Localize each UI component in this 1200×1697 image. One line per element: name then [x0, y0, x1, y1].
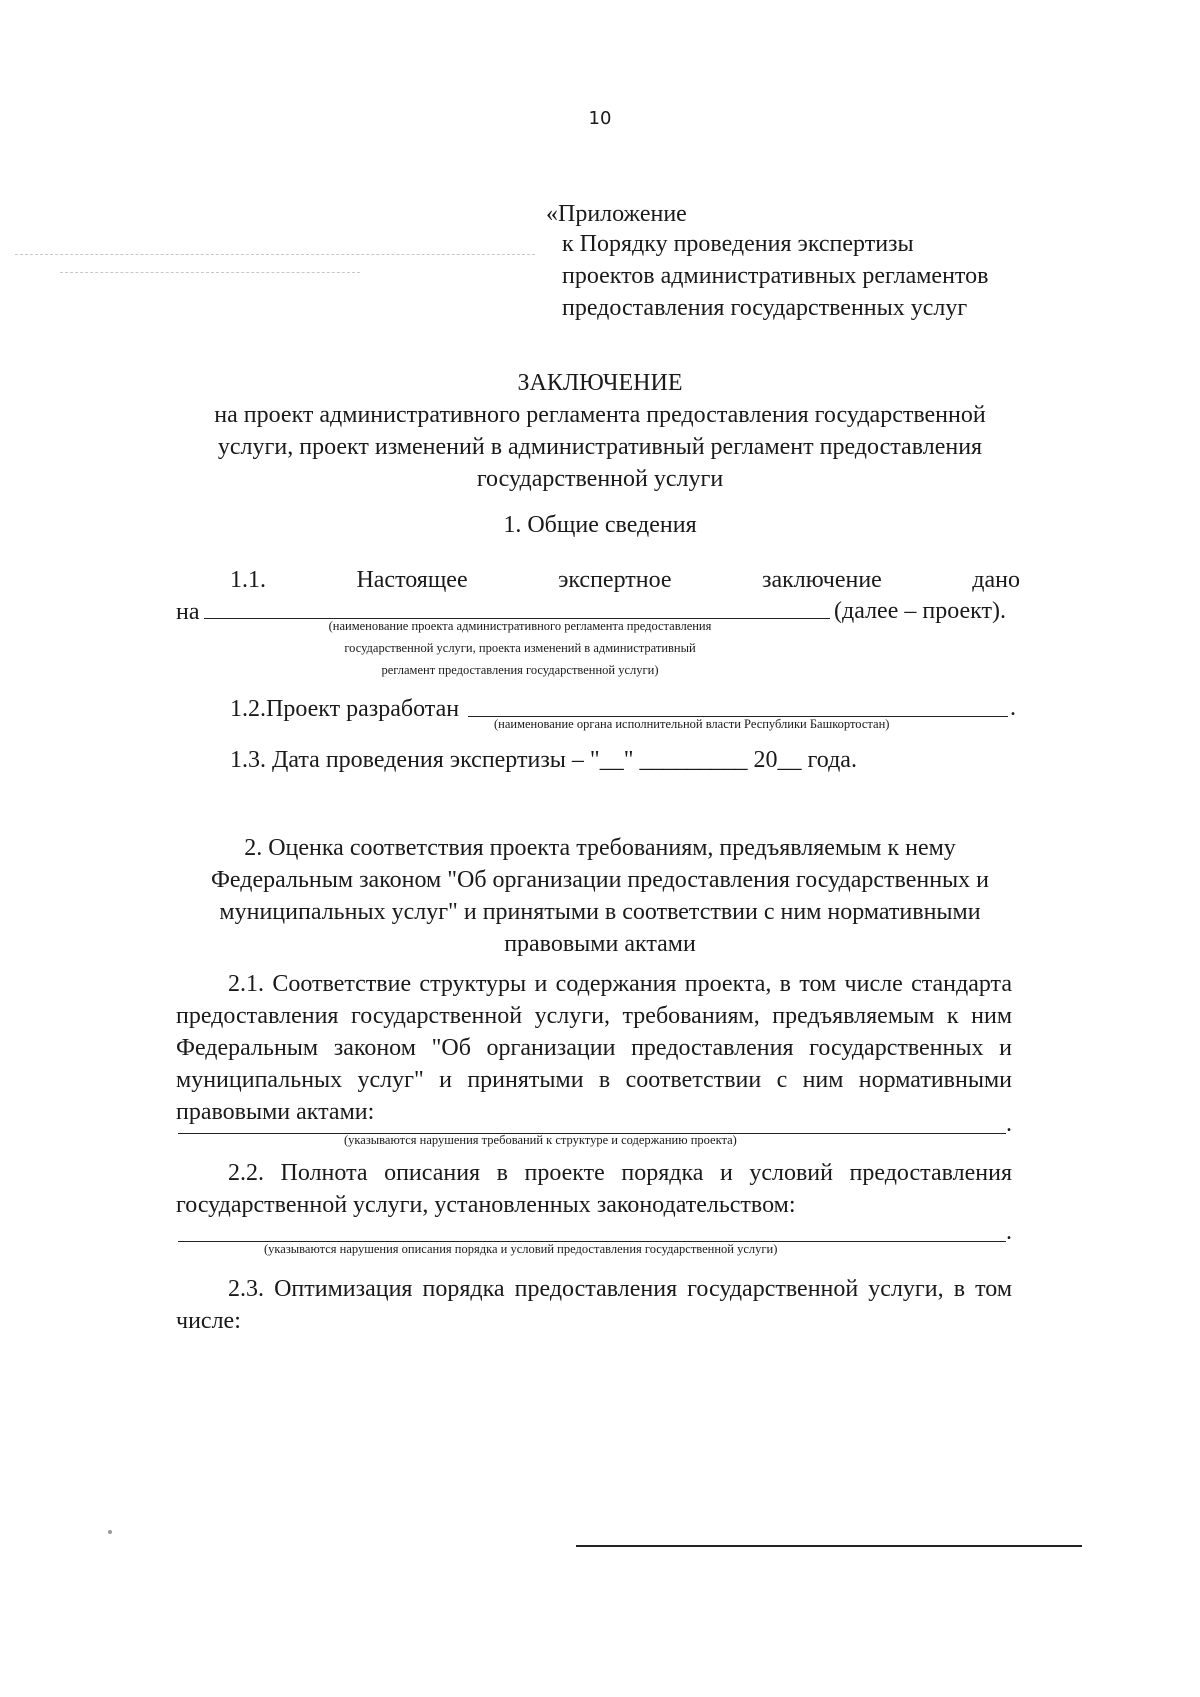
item-1-1-prefix: на [176, 599, 200, 625]
item-2-1-line: Федеральным законом "Об организации предоставления государственных и [176, 1035, 1012, 1061]
appendix-line: предоставления государственных услуг [562, 295, 968, 321]
item-1-1-suffix: (далее – проект). [834, 598, 1006, 624]
section2-title [170, 832, 1030, 960]
appendix-block [546, 198, 1066, 230]
caption-line: (наименование проекта административного регламента предоставления [328, 619, 712, 633]
item-2-3-line: числе: [176, 1308, 241, 1334]
item-1-1-word: заключение [761, 567, 882, 593]
scan-speck [108, 1530, 112, 1534]
item-2-2-caption: (указываются нарушения описания порядка и условий предоставления государственной услуги) [264, 1242, 778, 1256]
caption-line: регламент предоставления государственной услуги) [381, 663, 659, 677]
item-1-2-caption: (наименование органа исполнительной власти Республики Башкортостан) [494, 717, 890, 731]
item-2-2-end: . [1006, 1219, 1012, 1245]
section2-title-line: 2. Оценка соответствия проекта требованиям, предъявляемым к нему [244, 835, 956, 861]
item-2-1-line: предоставления государственной услуги, требованиям, предъявляемым к ним [176, 1003, 1012, 1029]
item-2-1-line: 2.1. Соответствие структуры и содержания проекта, в том числе стандарта [228, 971, 1012, 997]
page-number: 10 [588, 108, 612, 129]
scan-artifact-line [15, 254, 535, 255]
caption-line: государственной услуги, проекта изменений в административный [344, 641, 696, 655]
item-2-1-end: . [1006, 1111, 1012, 1137]
item-2-2-line: государственной услуги, установленных законодательством: [176, 1192, 796, 1218]
item-2-2 [176, 1157, 1012, 1221]
heading-line: государственной услуги [476, 466, 724, 492]
section2-title-line: правовыми актами [504, 931, 696, 957]
appendix-line: к Порядку проведения экспертизы [562, 231, 914, 257]
item-2-1-caption: (указываются нарушения требований к структуре и содержанию проекта) [344, 1133, 737, 1147]
appendix-line: проектов административных регламентов [562, 263, 989, 289]
item-1-1-word: дано [972, 567, 1020, 593]
item-1-2-label: 1.2.Проект разработан [230, 696, 460, 722]
heading-line: услуги, проект изменений в административный регламент предоставления [217, 434, 983, 460]
section2-title-line: Федеральным законом "Об организации предоставления государственных и [210, 867, 990, 893]
conclusion-heading [180, 367, 1020, 495]
appendix-line: «Приложение [546, 201, 687, 227]
heading-line: на проект административного регламента предоставления государственной [214, 402, 986, 428]
section1-title: 1. Общие сведения [503, 512, 697, 538]
item-2-3 [176, 1273, 1012, 1337]
item-1-1-line [230, 564, 1020, 596]
item-2-1-line: правовыми актами: [176, 1099, 375, 1125]
item-1-1-caption [200, 619, 840, 678]
item-2-1 [176, 968, 1012, 1128]
section2-title-line: муниципальных услуг" и принятыми в соответствии с ним нормативными [219, 899, 981, 925]
item-1-3-date: 1.3. Дата проведения экспертизы – "__" _________ 20__ года. [230, 747, 857, 773]
item-1-2-end: . [1010, 695, 1016, 721]
scan-artifact-line [60, 272, 360, 273]
item-1-1-word: экспертное [558, 567, 672, 593]
item-2-2-line: 2.2. Полнота описания в проекте порядка и условий предоставления [228, 1160, 1012, 1186]
conclusion-title: ЗАКЛЮЧЕНИЕ [517, 370, 683, 396]
scan-artifact-line [576, 1545, 1082, 1547]
appendix-block-rest [562, 228, 1082, 324]
item-2-1-line: муниципальных услуг" и принятыми в соответствии с ним нормативными [176, 1067, 1012, 1093]
item-1-1-word: Настоящее [356, 567, 468, 593]
item-1-1-word: 1.1. [230, 567, 266, 593]
item-2-3-line: 2.3. Оптимизация порядка предоставления государственной услуги, в том [228, 1276, 1012, 1302]
